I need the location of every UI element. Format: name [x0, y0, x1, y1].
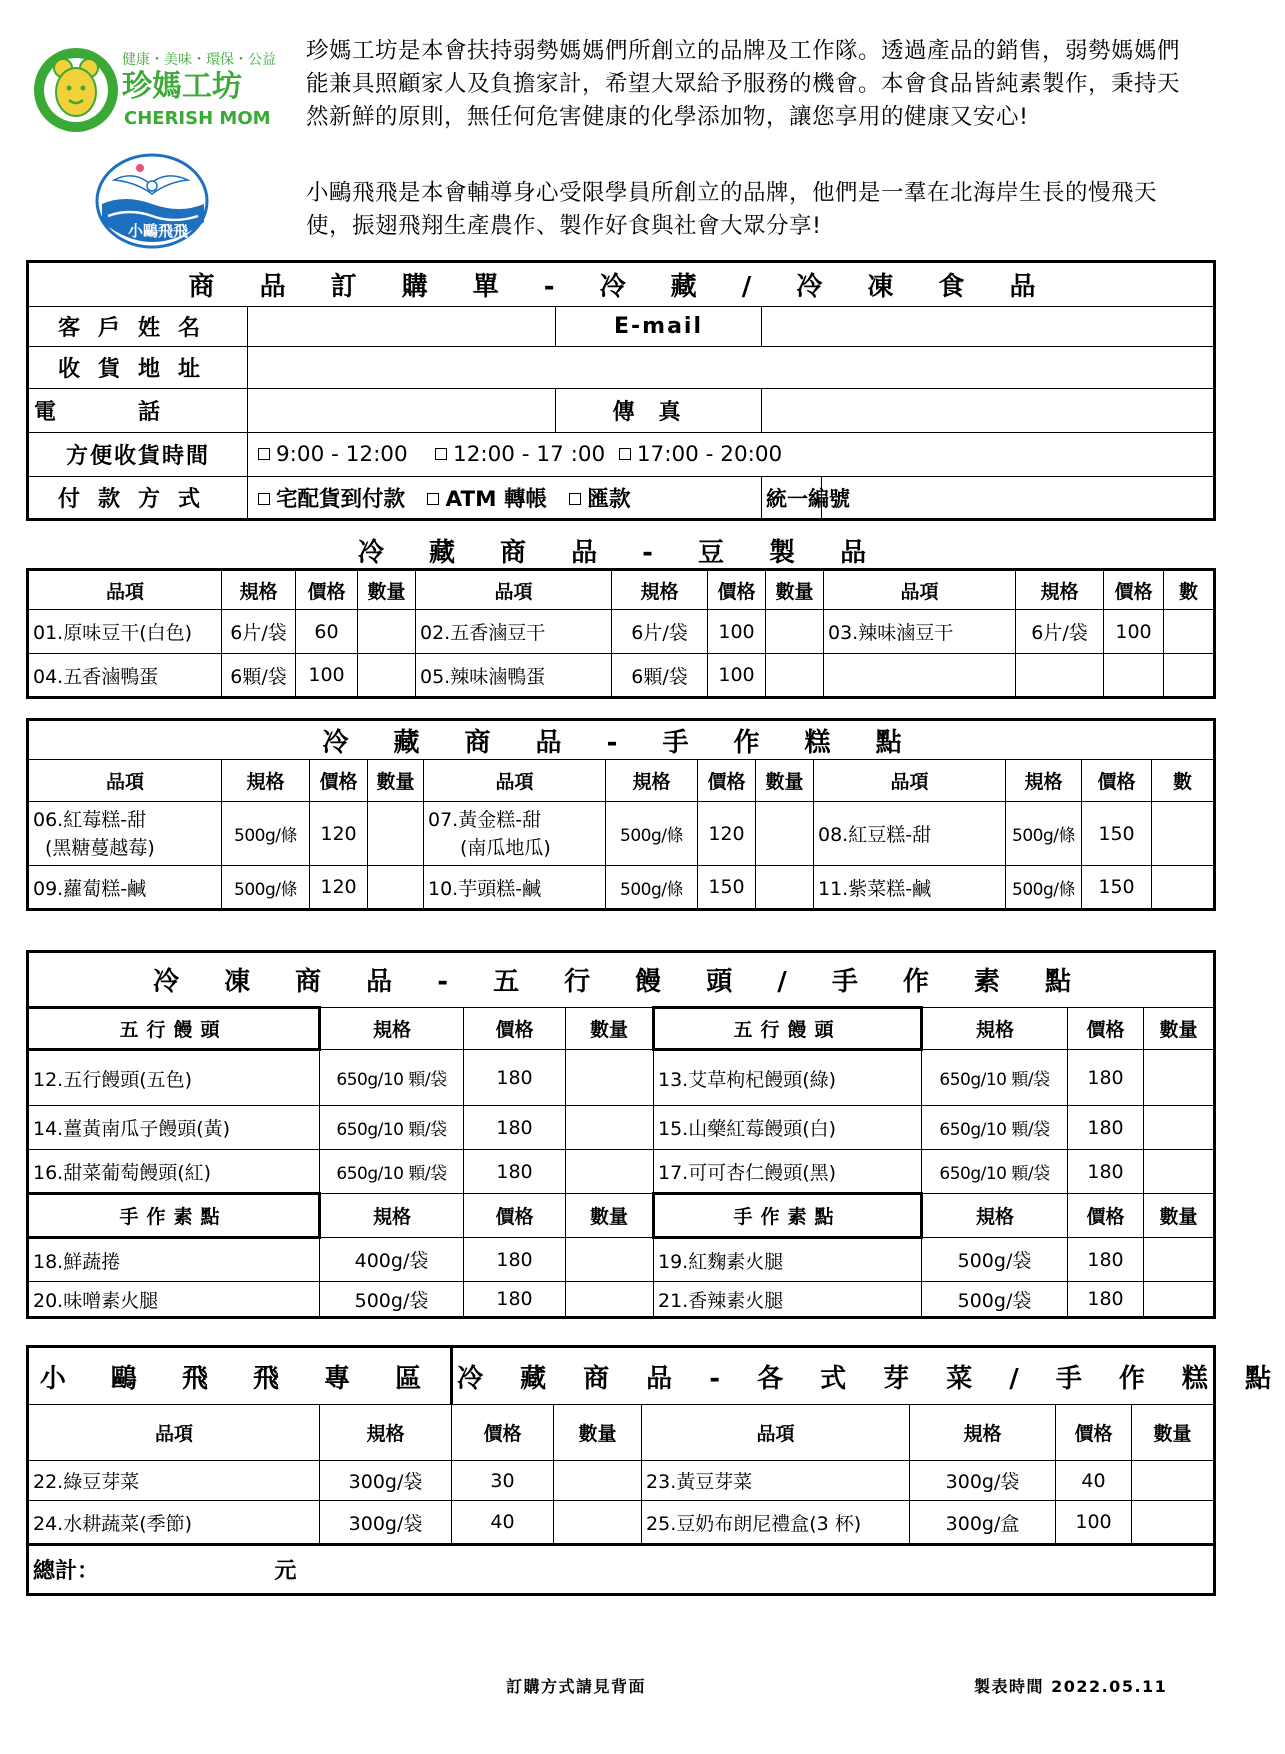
item-name: 11.紫菜糕-鹹: [814, 866, 1006, 910]
header-qty: 數量: [368, 760, 424, 802]
header-spec: 規格: [222, 760, 310, 802]
item-spec: 300g/袋: [320, 1461, 452, 1501]
item-spec: 650g/10 顆/袋: [320, 1150, 464, 1194]
cake-section-title: 冷 藏 商 品 - 手 作 糕 點: [28, 720, 1215, 760]
header-qty: 數量: [766, 570, 824, 610]
checkbox-icon[interactable]: [258, 493, 270, 505]
delivery-time-label: 方便收貨時間: [28, 433, 248, 477]
customer-name-label: 客戶姓名: [28, 307, 248, 347]
qty-field[interactable]: [368, 866, 424, 910]
qty-field[interactable]: [566, 1282, 654, 1318]
checkbox-icon[interactable]: [619, 448, 631, 460]
email-field[interactable]: [762, 307, 1215, 347]
item-price: 150: [1082, 866, 1152, 910]
seagull-logo-text: 小鷗飛飛: [128, 222, 189, 240]
item-spec: 6片/袋: [612, 610, 708, 654]
item-name: 07.黃金糕-甜 (南瓜地瓜): [424, 802, 606, 866]
checkbox-icon[interactable]: [258, 448, 270, 460]
checkbox-icon[interactable]: [569, 493, 581, 505]
header-spec: 規格: [320, 1008, 464, 1050]
item-spec: 500g/條: [606, 802, 698, 866]
item-price: 40: [452, 1501, 554, 1545]
seagull-zone-title: 小 鷗 飛 飛 專 區: [28, 1347, 452, 1405]
header-item: 品項: [28, 570, 222, 610]
item-spec: 400g/袋: [320, 1238, 464, 1282]
empty-cell: [1164, 654, 1215, 698]
item-name: 06.紅莓糕-甜 (黑糖蔓越莓): [28, 802, 222, 866]
email-label: E-mail: [556, 307, 762, 347]
header-spec: 規格: [1006, 760, 1082, 802]
item-spec: 650g/10 顆/袋: [922, 1050, 1068, 1106]
item-price: 180: [1068, 1282, 1144, 1318]
fax-label: 傳真: [556, 389, 762, 433]
pay-option-cod[interactable]: 宅配貨到付款: [258, 487, 405, 512]
item-price: 180: [464, 1282, 566, 1318]
order-form-title: 商 品 訂 購 單 - 冷 藏 / 冷 凍 食 品: [28, 262, 1215, 307]
qty-field[interactable]: [1164, 610, 1215, 654]
header-price: 價格: [708, 570, 766, 610]
header-item: 品項: [416, 570, 612, 610]
item-spec: 6片/袋: [222, 610, 296, 654]
item-name: 08.紅豆糕-甜: [814, 802, 1006, 866]
intro-cherish-mom: 珍媽工坊是本會扶持弱勢媽媽們所創立的品牌及工作隊。透過產品的銷售，弱勢媽媽們能兼具照顧家人及負擔家計，希望大眾給予服務的機會。本會食品皆純素製作，秉持天然新鮮的原則，無任何危害健康的化學添加物，讓您享用的健康又安心!: [306, 38, 1181, 130]
item-name: 20.味噌素火腿: [28, 1282, 320, 1318]
header-price: 價格: [452, 1405, 554, 1461]
item-price: 150: [698, 866, 756, 910]
qty-field[interactable]: [756, 802, 814, 866]
header-qty: 數量: [554, 1405, 642, 1461]
header-qty: 數量: [1132, 1405, 1215, 1461]
item-price: 180: [464, 1238, 566, 1282]
header-item: 品項: [814, 760, 1006, 802]
item-spec: 6片/袋: [1016, 610, 1104, 654]
header-snack: 手作素點: [28, 1194, 320, 1238]
item-price: 40: [1056, 1461, 1132, 1501]
item-price: 30: [452, 1461, 554, 1501]
tofu-section-title: 冷 藏 商 品 - 豆 製 品: [357, 538, 885, 568]
header-price: 價格: [1082, 760, 1152, 802]
item-spec: 300g/袋: [320, 1501, 452, 1545]
item-spec: 500g/條: [222, 866, 310, 910]
header-qty: 數量: [1144, 1008, 1215, 1050]
item-spec: 6顆/袋: [612, 654, 708, 698]
qty-field[interactable]: [1144, 1050, 1215, 1106]
item-price: 180: [464, 1150, 566, 1194]
order-info-table: [26, 260, 1216, 521]
checkbox-icon[interactable]: [427, 493, 439, 505]
fax-field[interactable]: [762, 389, 1215, 433]
item-price: 120: [310, 802, 368, 866]
item-price: 180: [1068, 1106, 1144, 1150]
item-name: 14.薑黃南瓜子饅頭(黃): [28, 1106, 320, 1150]
item-name: 22.綠豆芽菜: [28, 1461, 320, 1501]
item-price: 180: [1068, 1150, 1144, 1194]
header-price: 價格: [698, 760, 756, 802]
table-row: [28, 866, 1215, 910]
item-name: 05.辣味滷鴨蛋: [416, 654, 612, 698]
empty-cell: [1016, 654, 1104, 698]
item-spec: 650g/10 顆/袋: [320, 1106, 464, 1150]
seagull-section-title: 冷 藏 商 品 - 各 式 芽 菜 / 手 作 糕 點: [452, 1347, 1215, 1405]
seagull-table: [26, 1345, 1285, 1596]
qty-field[interactable]: [566, 1150, 654, 1194]
header-spec: 規格: [606, 760, 698, 802]
qty-field[interactable]: [1132, 1501, 1215, 1545]
header-price: 價格: [296, 570, 358, 610]
table-row: [28, 1461, 1215, 1501]
qty-field[interactable]: [1132, 1461, 1215, 1501]
item-name: 02.五香滷豆干: [416, 610, 612, 654]
item-spec: 500g/條: [1006, 866, 1082, 910]
qty-field[interactable]: [1144, 1106, 1215, 1150]
qty-field[interactable]: [358, 610, 416, 654]
header-qty: 數量: [756, 760, 814, 802]
header-spec: 規格: [910, 1405, 1056, 1461]
total-unit: 元: [274, 1559, 297, 1584]
item-name: 25.豆奶布朗尼禮盒(3 杯): [642, 1501, 910, 1545]
header-spec: 規格: [612, 570, 708, 610]
qty-field[interactable]: [766, 654, 824, 698]
item-price: 150: [1082, 802, 1152, 866]
item-name: 17.可可杏仁饅頭(黑): [654, 1150, 922, 1194]
item-name: 16.甜菜葡萄饅頭(紅): [28, 1150, 320, 1194]
frozen-section-title: 冷 凍 商 品 - 五 行 饅 頭 / 手 作 素 點: [28, 952, 1215, 1008]
table-row: [28, 1238, 1215, 1282]
payment-options: [248, 477, 762, 520]
item-spec: 300g/袋: [910, 1461, 1056, 1501]
table-row: [28, 1501, 1215, 1545]
item-price: 180: [464, 1106, 566, 1150]
table-row: [28, 1282, 1215, 1318]
header-qty: 數量: [358, 570, 416, 610]
table-row: [28, 654, 1215, 698]
header-item: 品項: [28, 760, 222, 802]
checkbox-icon[interactable]: [435, 448, 447, 460]
tax-id-label: 統一編號: [762, 477, 822, 520]
item-name: 15.山藥紅莓饅頭(白): [654, 1106, 922, 1150]
item-spec: 650g/10 顆/袋: [922, 1106, 1068, 1150]
item-price: 60: [296, 610, 358, 654]
header-qty: 數: [1164, 570, 1215, 610]
header-price: 價格: [1068, 1008, 1144, 1050]
header-item: 品項: [28, 1405, 320, 1461]
qty-field[interactable]: [566, 1050, 654, 1106]
header-snack: 手作素點: [654, 1194, 922, 1238]
table-row: [28, 1106, 1215, 1150]
qty-field[interactable]: [566, 1106, 654, 1150]
delivery-time-options: [248, 433, 1215, 477]
qty-field[interactable]: [358, 654, 416, 698]
header-spec: 規格: [1016, 570, 1104, 610]
item-price: 100: [1056, 1501, 1132, 1545]
header-spec: 規格: [222, 570, 296, 610]
item-price: 120: [310, 866, 368, 910]
item-price: 180: [464, 1050, 566, 1106]
total-field[interactable]: [28, 1545, 1215, 1595]
header-item: 品項: [424, 760, 606, 802]
item-spec: 500g/條: [1006, 802, 1082, 866]
header-qty: 數量: [566, 1194, 654, 1238]
item-spec: 500g/袋: [922, 1282, 1068, 1318]
empty-cell: [824, 654, 1016, 698]
item-price: 180: [1068, 1050, 1144, 1106]
cake-table: [26, 718, 1216, 911]
table-row: [28, 1150, 1215, 1194]
pay-option-atm[interactable]: ATM 轉帳: [427, 487, 547, 512]
item-name: 13.艾草枸杞饅頭(綠): [654, 1050, 922, 1106]
logo-name: 珍媽工坊: [122, 69, 242, 104]
item-price: 120: [698, 802, 756, 866]
time-option-1[interactable]: 9:00 - 12:00: [258, 442, 408, 467]
qty-field[interactable]: [554, 1501, 642, 1545]
qty-field[interactable]: [1152, 802, 1215, 866]
logo-en: CHERISH MOM: [124, 108, 271, 129]
tax-id-field[interactable]: [822, 477, 1215, 520]
item-name: 21.香辣素火腿: [654, 1282, 922, 1318]
phone-label: 電話: [28, 389, 248, 433]
item-price: 100: [708, 654, 766, 698]
header-price: 價格: [310, 760, 368, 802]
item-name: 03.辣味滷豆干: [824, 610, 1016, 654]
item-price: 100: [296, 654, 358, 698]
item-price: 100: [1104, 610, 1164, 654]
item-spec: 650g/10 顆/袋: [922, 1150, 1068, 1194]
intro-seagull: 小鷗飛飛是本會輔導身心受限學員所創立的品牌，他們是一羣在北海岸生長的慢飛天使，振翅飛翔生產農作、製作好食與社會大眾分享!: [306, 180, 1158, 239]
item-name: 18.鮮蔬捲: [28, 1238, 320, 1282]
total-label: 總計：: [33, 1559, 100, 1584]
header-spec: 規格: [320, 1405, 452, 1461]
item-name: 04.五香滷鴨蛋: [28, 654, 222, 698]
tofu-table: [26, 568, 1216, 699]
header-bun: 五行饅頭: [654, 1008, 922, 1050]
header-price: 價格: [464, 1008, 566, 1050]
empty-cell: [1104, 654, 1164, 698]
logo-tagline: 健康・美味・環保・公益: [122, 52, 276, 68]
header-price: 價格: [1104, 570, 1164, 610]
header-qty: 數: [1152, 760, 1215, 802]
item-price: 180: [1068, 1238, 1144, 1282]
time-option-2[interactable]: 12:00 - 17 :00: [435, 442, 605, 467]
cherish-mom-logo: [32, 44, 276, 136]
payment-label: 付款方式: [28, 477, 248, 520]
header-qty: 數量: [566, 1008, 654, 1050]
phone-field[interactable]: [248, 389, 556, 433]
seagull-logo: [94, 152, 210, 250]
item-price: 100: [708, 610, 766, 654]
header-price: 價格: [1068, 1194, 1144, 1238]
item-name: 23.黃豆芽菜: [642, 1461, 910, 1501]
header-qty: 數量: [1144, 1194, 1215, 1238]
header-item: 品項: [824, 570, 1016, 610]
total-row: [28, 1545, 1215, 1595]
item-spec: 500g/袋: [922, 1238, 1068, 1282]
qty-field[interactable]: [756, 866, 814, 910]
item-spec: 500g/袋: [320, 1282, 464, 1318]
item-spec: 6顆/袋: [222, 654, 296, 698]
qty-field[interactable]: [1144, 1150, 1215, 1194]
qty-field[interactable]: [766, 610, 824, 654]
item-name: 19.紅麴素火腿: [654, 1238, 922, 1282]
table-row: [28, 610, 1215, 654]
order-method-note: 訂購方式請見背面: [506, 1677, 647, 1696]
header-bun: 五行饅頭: [28, 1008, 320, 1050]
item-name: 24.水耕蔬菜(季節): [28, 1501, 320, 1545]
table-row: [28, 802, 1215, 866]
qty-field[interactable]: [368, 802, 424, 866]
customer-name-field[interactable]: [248, 307, 556, 347]
item-name: 10.芋頭糕-鹹: [424, 866, 606, 910]
made-date: 製表時間 2022.05.11: [974, 1677, 1168, 1696]
address-label: 收貨地址: [28, 347, 248, 389]
header-price: 價格: [464, 1194, 566, 1238]
item-spec: 500g/條: [606, 866, 698, 910]
header-spec: 規格: [320, 1194, 464, 1238]
address-field[interactable]: [248, 347, 1215, 389]
qty-field[interactable]: [1144, 1282, 1215, 1318]
qty-field[interactable]: [554, 1461, 642, 1501]
header-item: 品項: [642, 1405, 910, 1461]
item-name: 01.原味豆干(白色): [28, 610, 222, 654]
item-spec: 300g/盒: [910, 1501, 1056, 1545]
qty-field[interactable]: [566, 1238, 654, 1282]
qty-field[interactable]: [1152, 866, 1215, 910]
qty-field[interactable]: [1144, 1238, 1215, 1282]
item-name: 12.五行饅頭(五色): [28, 1050, 320, 1106]
header-spec: 規格: [922, 1194, 1068, 1238]
pay-option-remit[interactable]: 匯款: [569, 487, 630, 512]
item-spec: 650g/10 顆/袋: [320, 1050, 464, 1106]
time-option-3[interactable]: 17:00 - 20:00: [619, 442, 782, 467]
header-spec: 規格: [922, 1008, 1068, 1050]
table-row: [28, 1050, 1215, 1106]
item-name: 09.蘿蔔糕-鹹: [28, 866, 222, 910]
frozen-table: [26, 950, 1216, 1319]
header-price: 價格: [1056, 1405, 1132, 1461]
item-spec: 500g/條: [222, 802, 310, 866]
